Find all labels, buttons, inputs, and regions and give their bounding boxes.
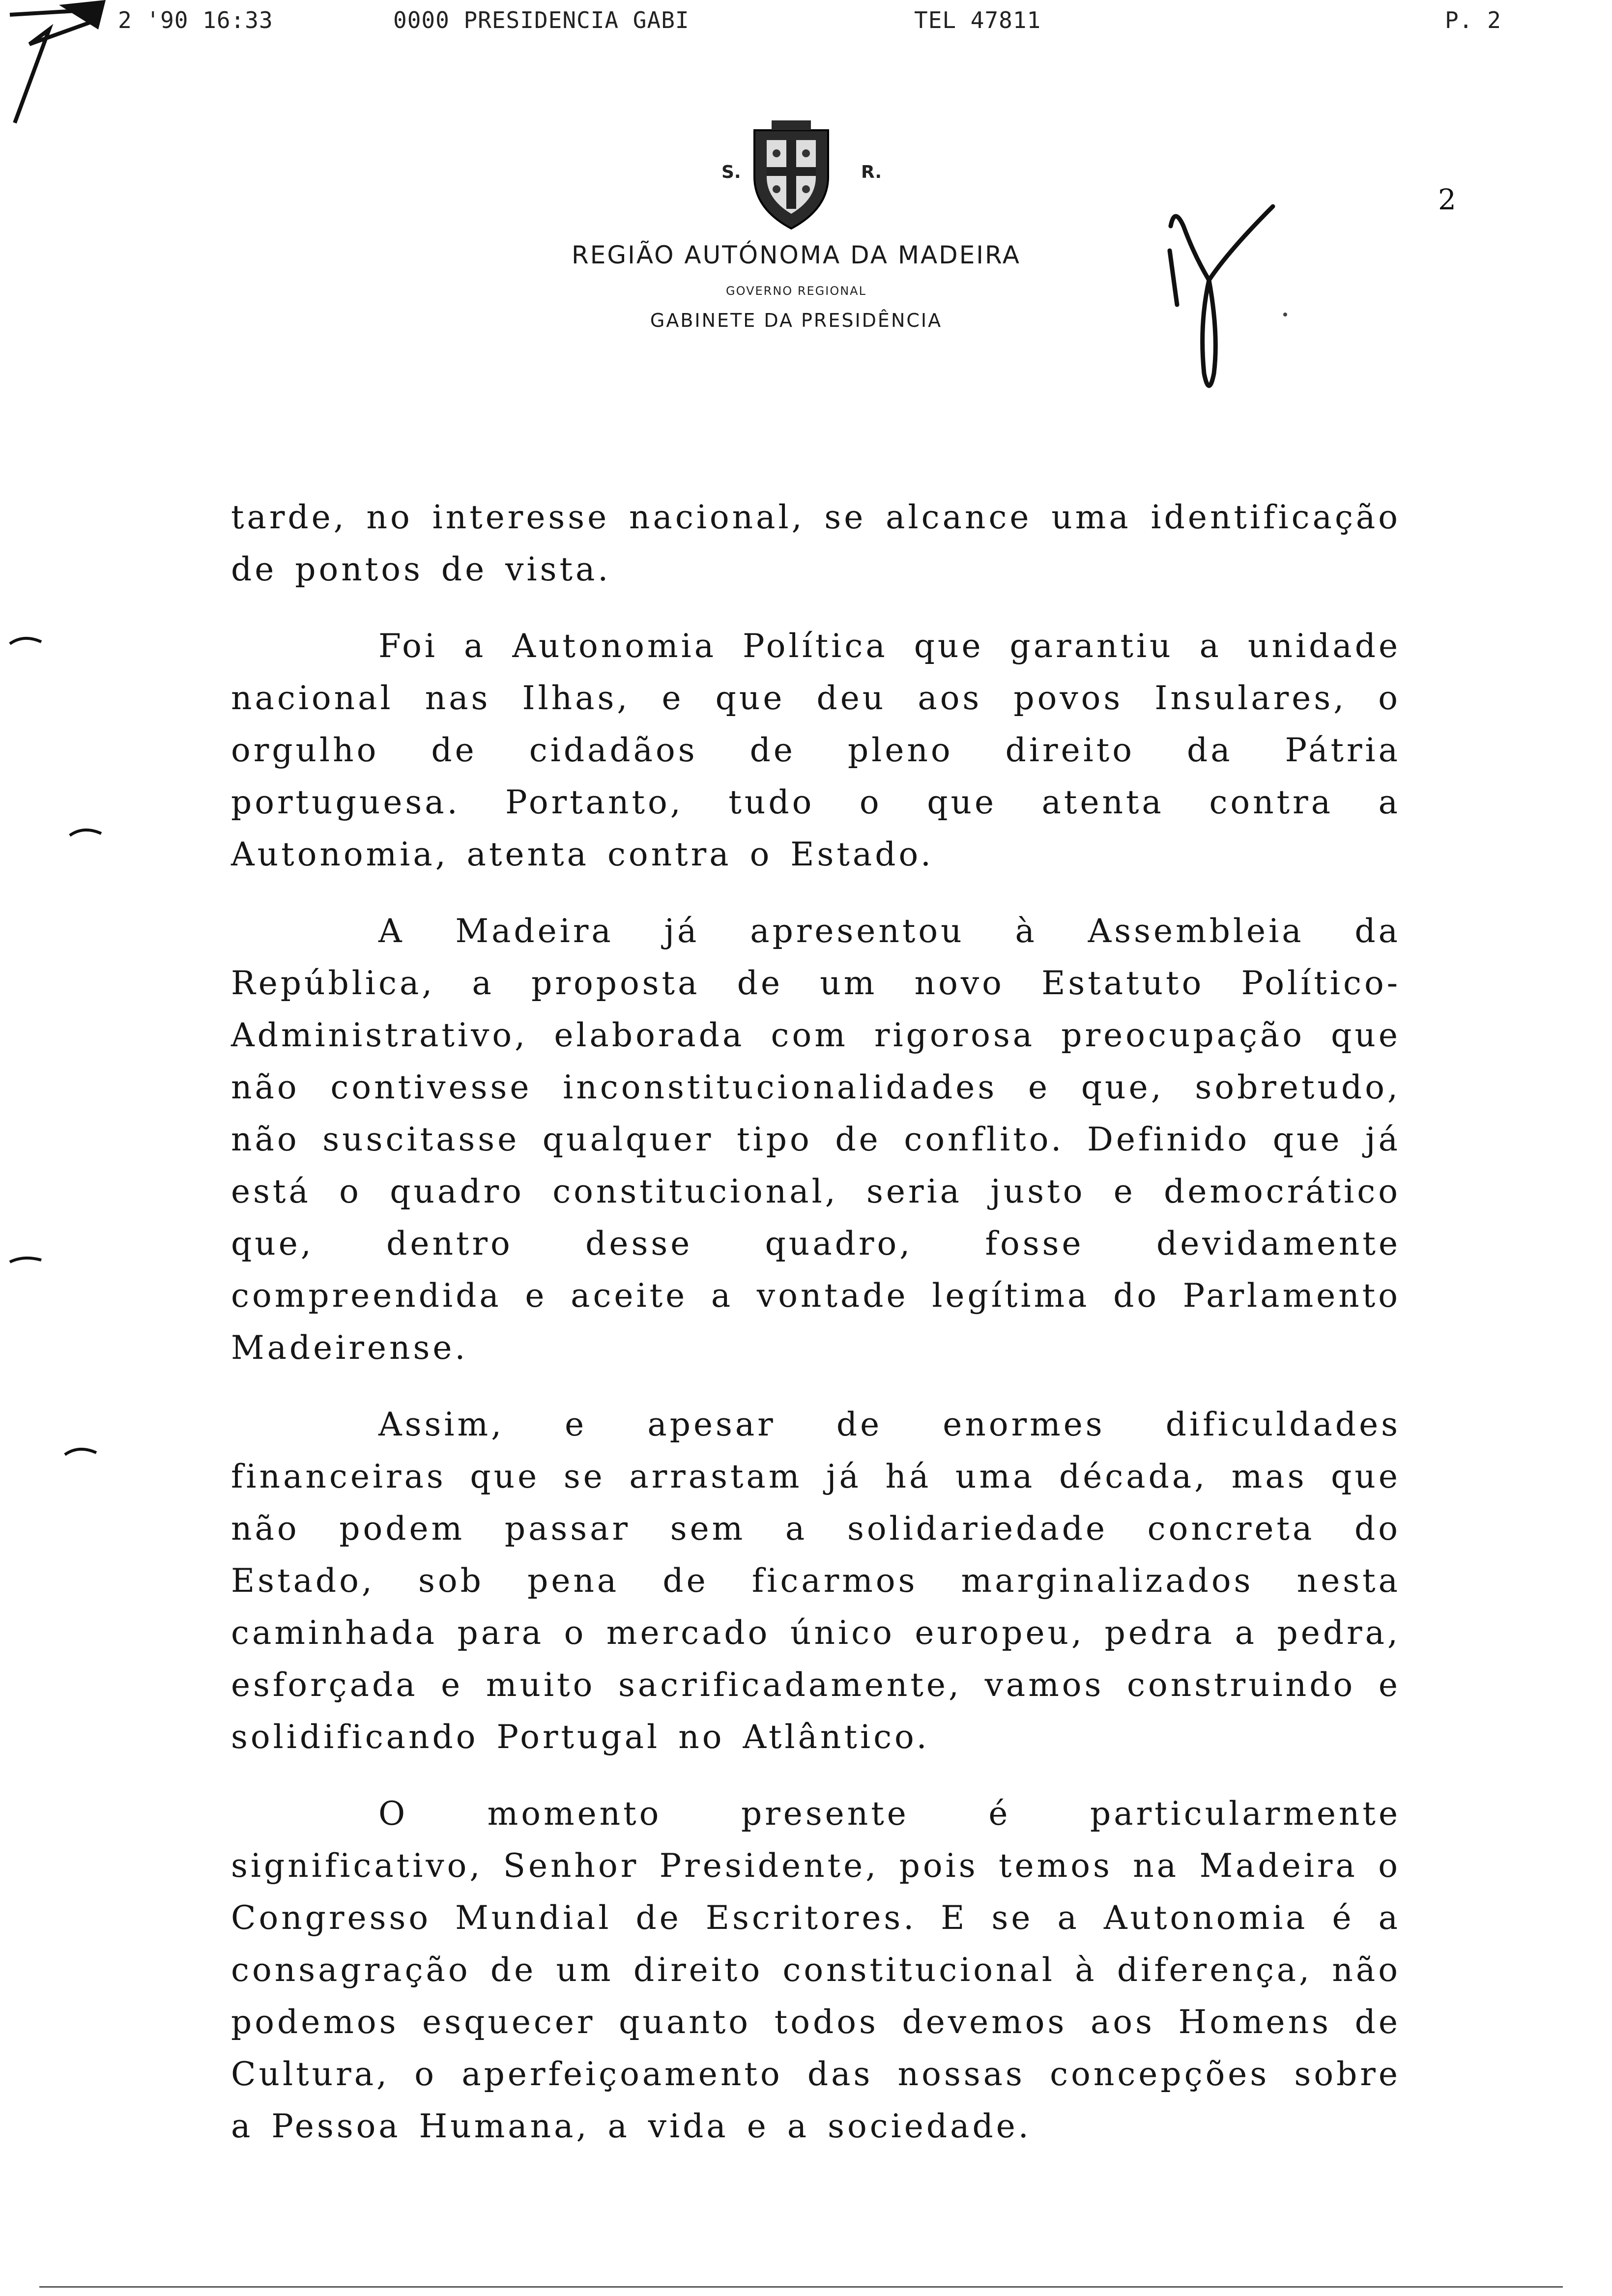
margin-mark (9, 1253, 43, 1265)
letterhead-r-label: R. (861, 162, 882, 182)
letterhead-office: GABINETE DA PRESIDÊNCIA (650, 310, 943, 331)
fax-bottom-edge (39, 2286, 1563, 2288)
margin-mark (64, 1445, 98, 1457)
fax-page-indicator: P. 2 (1445, 7, 1501, 33)
paragraph: Assim, e apesar de enormes dificuldades financeiras que se arrastam já há uma década, mas que não podem passar sem a solidariedade concreta do Estado, sob pena de ficarmos marginalizados nesta caminhada para o mercado único europeu, pedra a pedra, esforçada e muito sacrificadamente, vamos construindo e solidificando Portugal no Atlântico. (231, 1406, 1401, 1756)
letter-body (231, 491, 1401, 2177)
paragraph: Foi a Autonomia Política que garantiu a unidade nacional nas Ilhas, e que deu aos povos Insulares, o orgulho de cidadãos de pleno direito da Pátria portuguesa. Portanto, tudo o que atenta contra a Autonomia, atenta contra o Estado. (231, 627, 1401, 873)
paragraph: A Madeira já apresentou à Assembleia da República, a proposta de um novo Estatuto Político-Administrativo, elaborada com rigorosa preocupação que não contivesse inconstitucionalidades e que, sobretudo, não suscitasse qualquer tipo de conflito. Definido que já está o quadro constitucional, seria justo e democrático que, dentro desse quadro, fosse devidamente compreendida e aceite a vontade legítima do Parlamento Madeirense. (231, 912, 1401, 1367)
fax-corner-mark (0, 0, 118, 147)
fax-date-time: 2 '90 16:33 (118, 7, 273, 33)
coat-of-arms-icon (747, 118, 835, 231)
margin-mark (9, 634, 43, 646)
letterhead-s-label: S. (721, 162, 741, 182)
fax-telephone: TEL 47811 (914, 7, 1041, 33)
letterhead-region: REGIÃO AUTÓNOMA DA MADEIRA (572, 241, 1021, 269)
margin-mark (69, 826, 103, 837)
page-number: 2 (1438, 183, 1456, 216)
fax-sender-code: 0000 PRESIDENCIA GABI (393, 7, 690, 33)
paragraph: O momento presente é particularmente significativo, Senhor Presidente, pois temos na Madeira o Congresso Mundial de Escritores. E se a Autonomia é a consagração de um direito constitucional à diferença, não podemos esquecer quanto todos devemos aos Homens de Cultura, o aperfeiçoamento das nossas concepções sobre a Pessoa Humana, a vida e a sociedade. (231, 1795, 1401, 2145)
paragraph: tarde, no interesse nacional, se alcance uma identificação de pontos de vista. (231, 498, 1401, 588)
letterhead-government: GOVERNO REGIONAL (726, 284, 866, 298)
handwritten-initials-signature (1165, 197, 1293, 403)
